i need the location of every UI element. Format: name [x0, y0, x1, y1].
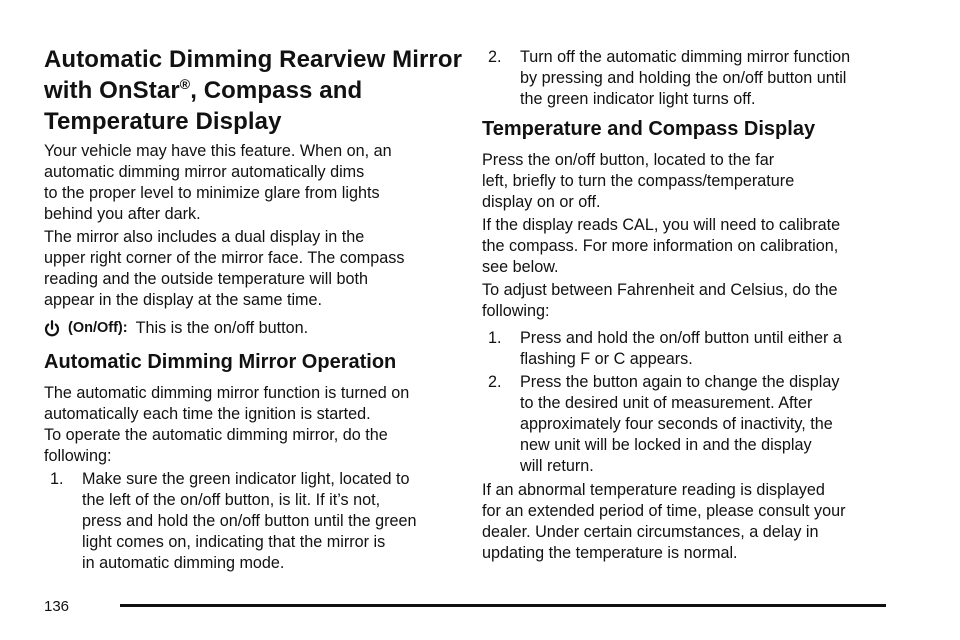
registered-mark: ® — [179, 76, 191, 92]
step-text: Press the button again to change the display to the desired unit of measurement. After approximately four seconds of inactivity, the new unit will be locked in and the display will return. — [520, 373, 840, 475]
title-line-3: Temperature Display — [44, 108, 282, 135]
list-item — [50, 469, 482, 574]
operation-heading: Automatic Dimming Mirror Operation — [44, 351, 397, 373]
page-title — [44, 44, 462, 137]
step-text: Press and hold the on/off button until either a flashing F or C appears. — [520, 329, 842, 368]
onoff-description — [44, 318, 308, 339]
step-number: 2. — [488, 373, 502, 391]
title-line-2a: with OnStar — [44, 77, 180, 104]
title-line-1: Automatic Dimming Rearview Mirror — [44, 46, 463, 73]
list-item — [488, 372, 920, 477]
step-number: 1. — [488, 329, 502, 347]
display-heading: Temperature and Compass Display — [482, 118, 816, 140]
calibrate-paragraph: If the display reads CAL, you will need to calibrate the compass. For more information on calibration, see below. — [482, 216, 841, 276]
adjust-paragraph: To adjust between Fahrenheit and Celsius, do the following: — [482, 281, 838, 320]
press-paragraph: Press the on/off button, located to the far left, briefly to turn the compass/temperature display on or off. — [482, 151, 795, 211]
step-text: Turn off the automatic dimming mirror function by pressing and holding the on/off button until the green indicator light turns off. — [520, 48, 851, 108]
step-number: 2. — [488, 48, 502, 66]
dual-display-paragraph: The mirror also includes a dual display in the upper right corner of the mirror face. The compass reading and the outside temperature will both appear in the display at the same time. — [44, 228, 405, 309]
power-icon — [44, 320, 60, 338]
intro-paragraph: Your vehicle may have this feature. When on, an automatic dimming mirror automatically dims to the proper level to minimize glare from lights behind you after dark. — [44, 142, 392, 223]
onoff-label: (On/Off): — [68, 320, 128, 336]
step-number: 1. — [50, 470, 64, 488]
abnormal-paragraph: If an abnormal temperature reading is displayed for an extended period of time, please consult your dealer. Under certain circumstances, a delay in updating the temperature is normal. — [482, 481, 846, 562]
list-item — [488, 328, 920, 370]
step-text: Make sure the green indicator light, located to the left of the on/off button, is lit. If it’s not, press and hold the on/off button until the green light comes on, indicating that the mirror is in automatic dimming mode. — [82, 470, 417, 572]
onoff-text: This is the on/off button. — [135, 319, 309, 337]
list-item — [488, 47, 920, 110]
title-line-2b: , Compass and — [190, 77, 363, 104]
page-number: 136 — [44, 598, 70, 615]
operation-paragraph: The automatic dimming mirror function is turned on automatically each time the ignition is started. To operate the automatic dimming mirror, do the following: — [44, 384, 410, 465]
footer-rule — [120, 604, 886, 607]
